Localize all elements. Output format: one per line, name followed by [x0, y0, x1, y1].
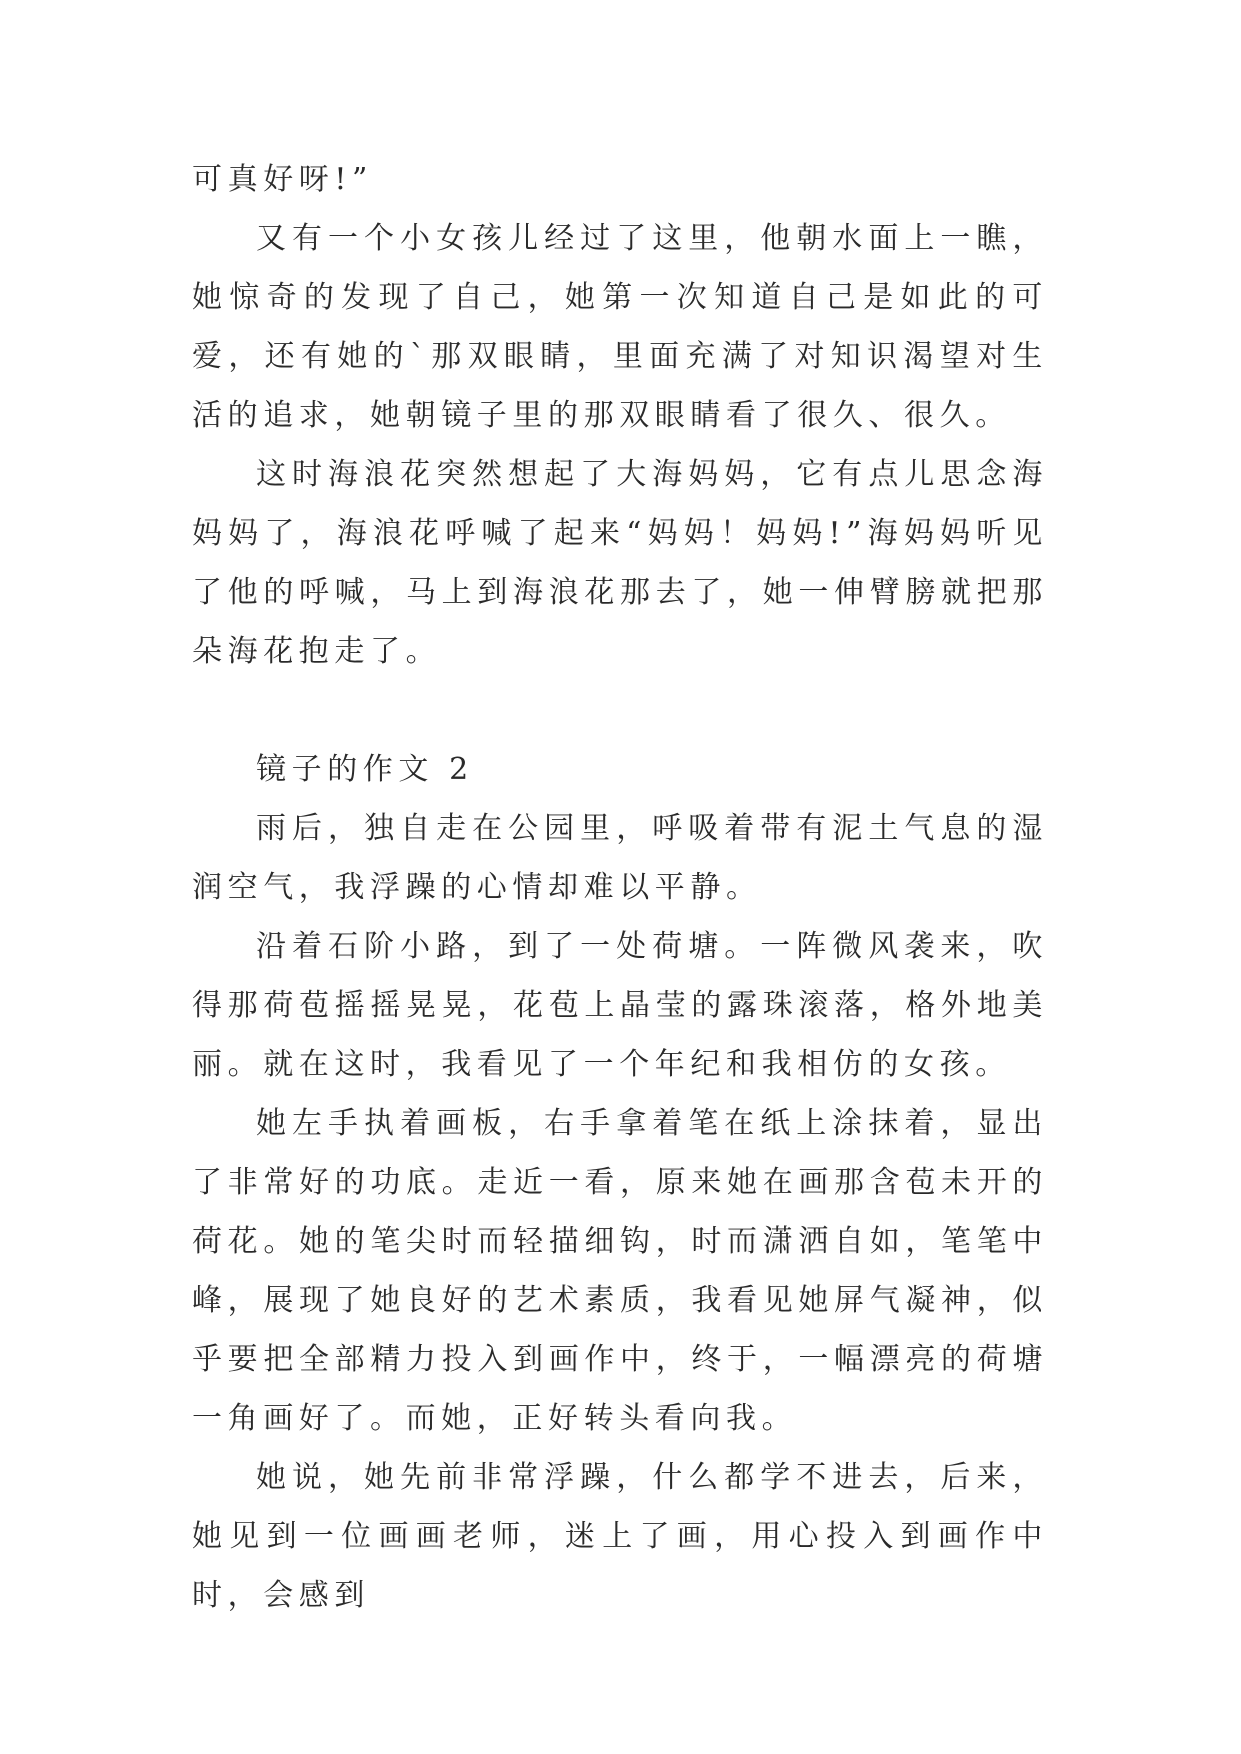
- paragraph: 雨后，独自走在公园里，呼吸着带有泥土气息的湿润空气，我浮躁的心情却难以平静。: [192, 811, 1048, 905]
- paragraph: 她说，她先前非常浮躁，什么都学不进去，后来，她见到一位画画老师，迷上了画，用心投入到画作中时，会感到: [192, 1460, 1048, 1613]
- paragraph: 她左手执着画板，右手拿着笔在纸上涂抹着，显出了非常好的功底。走近一看，原来她在画那含苞未开的荷花。她的笔尖时而轻描细钩，时而潇洒自如，笔笔中峰，展现了她良好的艺术素质，我看见她屏气凝神，似乎要把全部精力投入到画作中，终于，一幅漂亮的荷塘一角画好了。而她，正好转头看向我。: [192, 1106, 1048, 1436]
- document-body: [192, 150, 1048, 1625]
- section-title: 镜子的作文 2: [256, 752, 474, 787]
- paragraph: 这时海浪花突然想起了大海妈妈，它有点儿思念海妈妈了，海浪花呼喊了起来“妈妈！妈妈!”海妈妈听见了他的呼喊，马上到海浪花那去了，她一伸臂膀就把那朵海花抱走了。: [192, 457, 1048, 669]
- section-spacer: [192, 681, 1048, 740]
- paragraph-continuation: 可真好呀!”: [192, 162, 373, 197]
- paragraph: 沿着石阶小路，到了一处荷塘。一阵微风袭来，吹得那荷苞摇摇晃晃，花苞上晶莹的露珠滚落，格外地美丽。就在这时，我看见了一个年纪和我相仿的女孩。: [192, 929, 1048, 1082]
- paragraph: 又有一个小女孩儿经过了这里，他朝水面上一瞧，她惊奇的发现了自己，她第一次知道自己是如此的可爱，还有她的`那双眼睛，里面充满了对知识渴望对生活的追求，她朝镜子里的那双眼睛看了很久、很久。: [192, 221, 1048, 433]
